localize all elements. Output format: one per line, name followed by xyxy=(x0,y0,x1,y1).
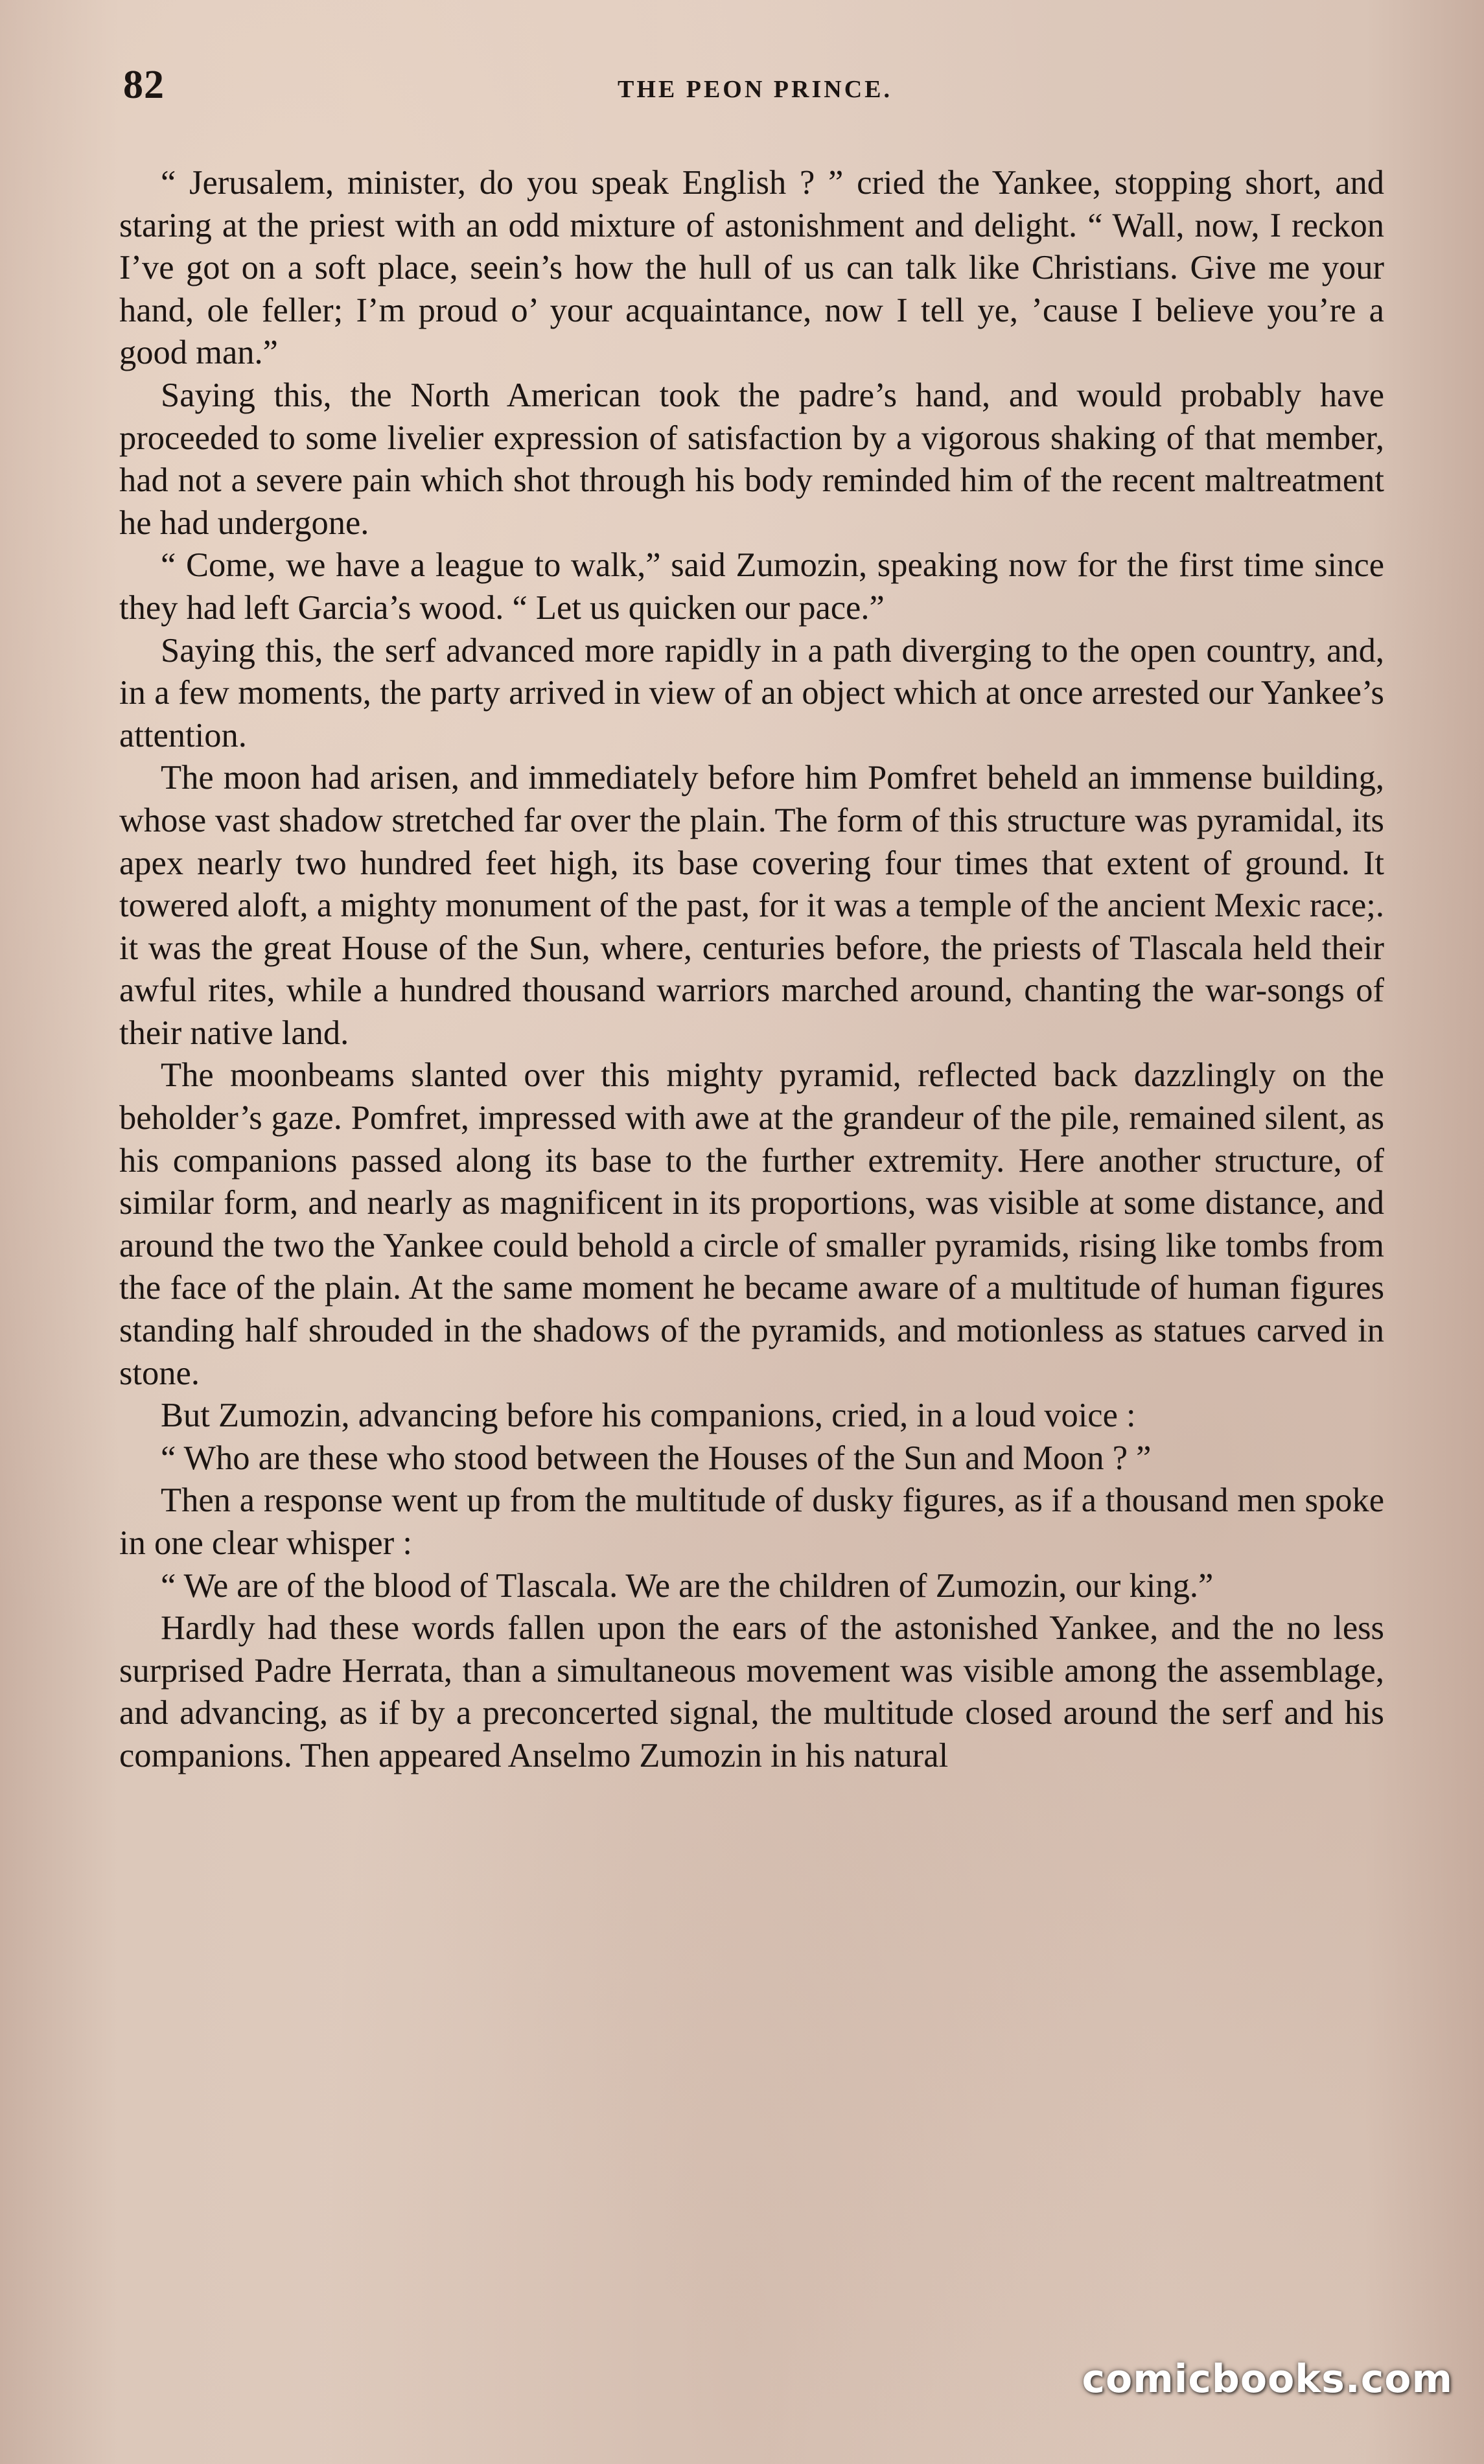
paragraph: But Zumozin, advancing before his companions, cried, in a loud voice : xyxy=(161,1397,1136,1435)
running-head xyxy=(123,62,1387,121)
paragraph: The moon had arisen, and immediately before him Pomfret beheld an immense building, whose vast shadow stretched far over the plain. The form of this structure was pyramidal, its apex nearly two hundred feet high, its base covering four times that extent of ground. It towered aloft, a mighty monument of the past, for it was a temple of the ancient Mexic race;. it was the great House of the Sun, where, centuries before, the priests of Tlascala held their awful rites, while a hundred thousand warriors marched around, chanting the war-songs of their native land. xyxy=(119,759,1384,1052)
body-text xyxy=(119,162,1384,1778)
paragraph: Hardly had these words fallen upon the ears of the astonished Yankee, and the no less surprised Padre Herrata, than a simultaneous movement was visible among the assemblage, and advancing, as if by a preconcerted signal, the multitude closed around the serf and his companions. Then appeared Anselmo Zumozin in his natural xyxy=(119,1609,1384,1774)
paragraph: Then a response went up from the multitude of dusky figures, as if a thousand men spoke in one clear whisper : xyxy=(119,1482,1384,1562)
running-title: THE PEON PRINCE. xyxy=(618,76,892,103)
paragraph: “ Who are these who stood between the Houses of the Sun and Moon ? ” xyxy=(161,1439,1152,1477)
page-number: 82 xyxy=(123,63,165,107)
watermark: comicbooks.com xyxy=(1082,2356,1453,2402)
paragraph: Saying this, the North American took the padre’s hand, and would probably have proceeded to some livelier expression of satisfaction by a vigorous shaking of that member, had not a severe pain which shot through his body reminded him of the recent maltreatment he had undergone. xyxy=(119,376,1384,542)
paragraph: “ We are of the blood of Tlascala. We are the children of Zumozin, our king.” xyxy=(161,1566,1214,1605)
paragraph: “ Come, we have a league to walk,” said Zumozin, speaking now for the first time since they had left Garcia’s wood. “ Let us quicken our pace.” xyxy=(119,546,1384,627)
paragraph: “ Jerusalem, minister, do you speak English ? ” cried the Yankee, stopping short, and staring at the priest with an odd mixture of astonishment and delight. “ Wall, now, I reckon I’ve got on a soft place, seein’s how the hull of us can talk like Christians. Give me your hand, ole feller; I’m proud o’ your acquaintance, now I tell ye, ’cause I believe you’re a good man.” xyxy=(119,164,1384,372)
paragraph: Saying this, the serf advanced more rapidly in a path diverging to the open country, and, in a few moments, the party arrived in view of an object which at once arrested our Yankee’s attention. xyxy=(119,631,1384,754)
paragraph: The moonbeams slanted over this mighty pyramid, reflected back dazzlingly on the beholder’s gaze. Pomfret, impressed with awe at the grandeur of the pile, remained silent, as his companions passed along its base to the further extremity. Here another structure, of similar form, and nearly as magnificent in its proportions, was visible at some distance, and around the two the Yankee could behold a circle of smaller pyramids, rising like tombs from the face of the plain. At the same moment he became aware of a multitude of human figures standing half shrouded in the shadows of the pyramids, and motionless as statues carved in stone. xyxy=(119,1056,1384,1392)
